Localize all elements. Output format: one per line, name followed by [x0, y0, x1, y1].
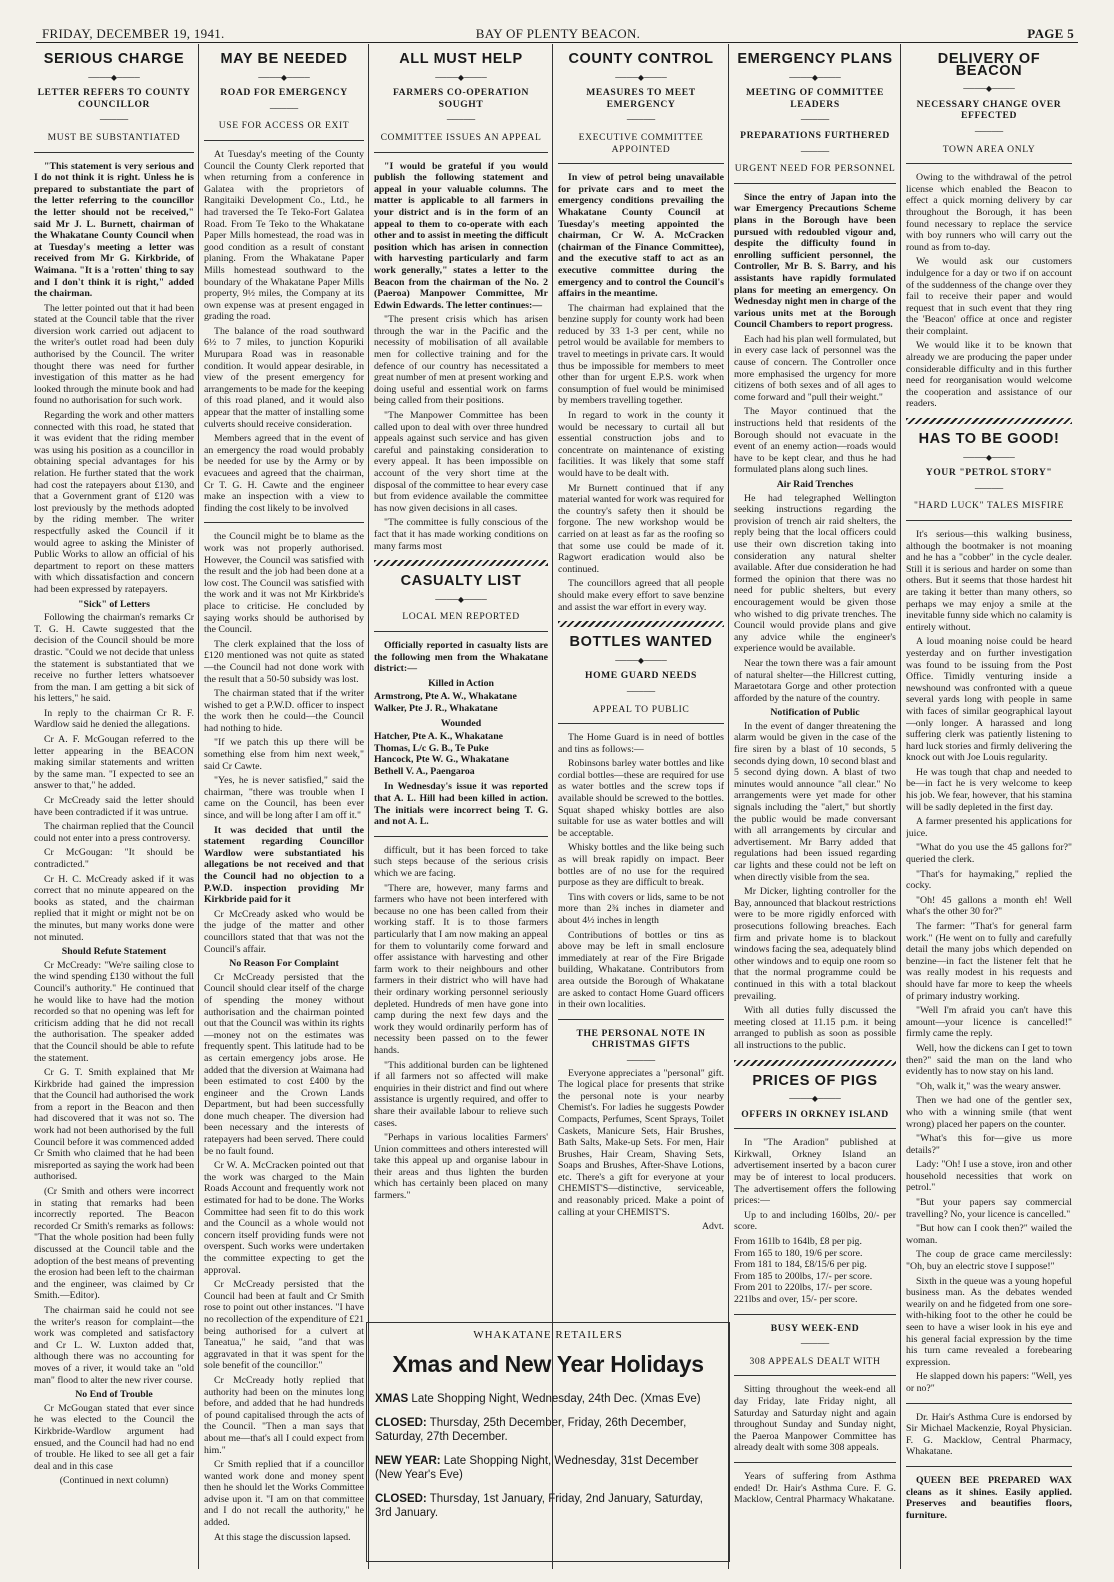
ornament: ───── — [99, 115, 129, 125]
section-heading: No End of Trouble — [75, 1389, 153, 1401]
decision-paragraph: It was decided that until the statement regarding Councillor Wardlow were substantiated his allegations be not received and that the Council had no objection to a P.W.D. inspection providing Mr Kirkbride paid for it — [204, 824, 364, 906]
paragraph: "The present crisis which has arisen through the war in the Pacific and the necessity of mobilisation of all available men for collective training and for the defence of our country has necessitated a great number of men at present working and doing useful and essential work on farms being called from their positions. — [374, 314, 548, 407]
advert-label: XMAS — [375, 1393, 409, 1405]
headline: ALL MUST HELP — [399, 51, 523, 67]
advert-body: Years of suffering from Asthma ended! Dr. Hair's Asthma Cure. F. G. Macklow, Central Pharmacy Whakatane. — [734, 1470, 896, 1506]
subheadline: MEASURES TO MEET EMERGENCY — [586, 87, 696, 110]
paragraph: It's serious—this walking business, although the bootmaker is not moaning and he has a "cobber" in the cycle dealer. Still it is serious and harder on some than others. But it seems that those hardest hit are taking it better than many others, so perhaps we may enjoy a smile at the inevitable funny side which no calamity is entirely without. — [906, 529, 1072, 633]
casualty-entry: Hancock, Pte W. G., Whakatane — [374, 754, 509, 766]
ornament: ────◆──── — [615, 72, 667, 82]
subheadline: BUSY WEEK-END — [770, 1322, 860, 1334]
paragraph: Lady: "Oh! I use a stove, iron and other household necessities that work on petrol." — [906, 1159, 1072, 1194]
subheadline: APPEAL TO PUBLIC — [592, 703, 690, 715]
ornament: ───── — [446, 115, 476, 125]
advert-body: Everyone appreciates a "personal" gift. The logical place for presents that strike the personal note is your nearby Chemist's. For ladies he suggests Powder Compacts, Perfumes, Scent Sprays, Toilet Caskets, Manicure Sets, Hair Brushes, Bath Salts, Make-up Sets. For men, Hair Brushes, Hair Cream, Shaving Sets, Soaps and Brushes, After-Shave Lotions, etc. There's a gift for everyone at your CHEMIST'S—distinctive, serviceable, and reasonably priced. Make a point of calling at your CHEMIST'S. — [558, 1067, 724, 1218]
ornament: ────◆──── — [435, 72, 487, 82]
pigs-headline: PRICES OF PIGS — [752, 1072, 878, 1089]
lead-paragraph: "I would be grateful if you would publish the following statement and appeal in your valuable columns. The matter is applicable to all farmers in your district and is in the form of an appeal to them to co-operate with each other and to assist in meeting the difficult position which has arisen in connection with harvesting particularly and farm work generally," states a letter to the Beacon from the chairman of the No. 2 (Paeroa) Manpower Committee, Mr Edwin Edwards. The letter continues:— — [374, 160, 548, 311]
paragraph: The chairman had explained that the benzine supply for county work had been reduced by 33 1-3 per cent, while no petrol would be available for members to travel to meetings in private cars. It would thus be impossible for members to meet other than for urgent E.P.S. work when consumption of fuel would be minimised by members travelling together. — [558, 302, 724, 407]
paragraph: Mr Dicker, lighting controller for the Bay, announced that blackout restrictions were to be more rigidly enforced with prosecutions following breaches. Each firm and private home is to blackout windows facing the sea, adequately blind other windows and to equip one room so that the normal programme could be continued in this with a total blackout prevailing. — [734, 886, 896, 1002]
price-line: Up to and including 160lbs, 20/- per score. — [734, 1209, 896, 1233]
paragraph: Members agreed that in the event of an emergency the road would probably be needed for use by the Army or by evacuees and agreed that the chairman, Cr T. G. H. Cawte and the engineer make an inspection with a view to finding the cost likely to be involved — [204, 433, 364, 514]
paragraph: Owing to the withdrawal of the petrol license which enabled the Beacon to effect a quick morning delivery by car throughout the Borough, it has been found necessary to replace the service with boy runners who will carry out the round as from to-day. — [906, 172, 1072, 253]
bottles-headline: BOTTLES WANTED — [569, 634, 713, 651]
paragraph: Cr McGougan stated that ever since he was elected to the Council the Kirkbride-Wardlow argument had ensued, and the Council had had no end of trouble. He liked to see all get a fair deal and in this case — [34, 1402, 194, 1472]
section-heading: Should Refute Statement — [61, 946, 167, 958]
paragraph: We would ask our customers indulgence for a day or two if on account of the suddenness of the change over they fail to receive their paper and would request that in such event that they ring the 'Beacon' office at once and register their complaint. — [906, 256, 1072, 337]
section-heading: Air Raid Trenches — [776, 479, 854, 490]
headline: MAY BE NEEDED — [220, 51, 348, 67]
paragraph: Officially reported in casualty lists are the following men from the Whakatane district:— — [374, 639, 548, 675]
paragraph: "Well I'm afraid you can't have this amount—your licence is cancelled!" firmly came the reply. — [906, 1005, 1072, 1040]
paragraph: Cr McCready said the letter should have been contradicted if it was untrue. — [34, 795, 194, 818]
ornament: ───── — [626, 1055, 656, 1065]
price-line: 221lbs and over, 15/- per score. — [734, 1294, 858, 1305]
paragraph: "But how can I cook then?" wailed the woman. — [906, 1223, 1072, 1246]
advert-headline: THE PERSONAL NOTE IN CHRISTMAS GIFTS — [576, 1027, 706, 1051]
divider — [734, 1375, 896, 1376]
paragraph: The letter pointed out that it had been stated at the Council table that the river diversion work carried out adjacent to the writer's outlet road had been duly authorised by the Council. The writer thought there was need for further investigation of this matter as he had looked through the minute book and had found no authorisation for such work. — [34, 302, 194, 407]
paragraph: Cr McCready persisted that the Council should clear itself of the charge of spending the money without authorisation and the chairman pointed out that the Council was within its rights—money not on the estimates was frequently spent. This latitude had to be as certain emergency jobs arose. He added that the diversion at Waimana had been estimated to cost £400 by the engineer and the Crown Lands Department, but had been successfully done much cheaper. The diversion had been necessary and the interests of ratepayers had been served. There could be no fault found. — [204, 971, 364, 1157]
section-heading: Killed in Action — [428, 677, 494, 689]
paragraph: Cr Smith replied that if a councillor wanted work done and money spent then he should let the Works Committee advise upon it. "I am on that committee and I do not recall the authority," he added. — [204, 1459, 364, 1529]
paper-name: BAY OF PLENTY BEACON. — [475, 26, 641, 41]
lead-paragraph: Since the entry of Japan into the war Emergency Precautions Scheme plans in the Borough have been pursued with redoubled vigour and, despite the difficulty found in enrolling sufficient personnel, the Controller, Mr B. S. Barry, and his assistants have rapidly formulated plans for meeting an emergency. On Wednesday night men in charge of the various units met at the Borough Council Chambers to report progress. — [734, 191, 896, 331]
paragraph: With all duties fully discussed the meeting closed at 11.15 p.m. it being arranged to publish as soon as possible all instructions to the public. — [734, 1005, 896, 1051]
paragraph: In Wednesday's issue it was reported that A. L. Hill had been killed in action. The initials were incorrect being T. G. and not A. L. — [374, 781, 548, 828]
ornament: ───── — [269, 103, 299, 113]
subheadline: EXECUTIVE COMMITTEE APPOINTED — [578, 131, 704, 155]
advert-tag: Advt. — [701, 1221, 724, 1233]
advert-line — [375, 1492, 721, 1520]
column-divider — [900, 44, 901, 1569]
ornament: ────◆──── — [789, 72, 841, 82]
divider — [734, 1314, 896, 1315]
decorative-rule — [906, 418, 1072, 424]
lead-paragraph: In view of petrol being unavailable for private cars and to meet the emergency conditions prevailing the Whakatane County Council at Tuesday's meeting appointed the chairman, Cr W. A. McCracken (chairman of the Finance Committee), and the executive staff to act as an executive committee during the emergency and to control the Council's affairs in the meantime. — [558, 172, 724, 300]
subheadline: MUST BE SUBSTANTIATED — [47, 131, 181, 143]
divider — [558, 163, 724, 164]
headline: COUNTY CONTROL — [568, 51, 714, 67]
paragraph: He had telegraphed Wellington seeking instructions regarding the provision of trench air raid shelters, the reply being that the local officers could use their own discretion taking into consideration any natural shelter available. After due consideration he had formed the opinion that there was no need for public shelters, but every encouragement would be given those who wished to dig private trenches. The Council would provide plans and give any advice while the engineer's experience would be available. — [734, 492, 896, 655]
subheadline: 308 APPEALS DEALT WITH — [749, 1355, 881, 1367]
price-line: From 161lb to 164lb, £8 per pig. — [734, 1236, 862, 1248]
page-number: PAGE 5 — [1027, 26, 1074, 41]
ornament: ────◆──── — [963, 452, 1015, 462]
paragraph: "Oh, walk it," was the weary answer. — [916, 1080, 1061, 1092]
divider — [734, 183, 896, 184]
paragraph: In reply to the chairman Cr R. F. Wardlow said he denied the allegations. — [34, 707, 194, 731]
section-heading: "Sick" of Letters — [78, 598, 150, 610]
paragraph: At this stage the discussion lapsed. — [214, 1531, 351, 1543]
subheadline: YOUR "PETROL STORY" — [925, 467, 1053, 479]
paragraph: Cr McCready asked who would be the judge of the matter and other councillors stated that that was not the Council's affair. — [204, 908, 364, 955]
decorative-rule — [734, 1060, 896, 1066]
paragraph: At Tuesday's meeting of the County Council the County Clerk reported that when returning from a conference in Galatea with the proprietors of Rangitaiki Development Co., Ltd., he had traversed the Te Teko-Fort Galatea Road. From Te Teko to the Whakatane Paper Mills homestead, the road was in good condition as a result of constant planing. From the Whakatane Paper Mills homestead southward to the boundary of the Whakatane Paper Mills property, 9½ miles, the Company at its own expense was at present engaged in grading the road. — [204, 148, 364, 323]
advert-label: CLOSED: — [375, 1417, 427, 1429]
article-serious-charge — [34, 44, 194, 1569]
advert-line — [375, 1416, 721, 1444]
casualty-entry: Armstrong, Pte A. W., Whakatane — [374, 691, 517, 703]
masthead — [42, 22, 1074, 42]
paragraph: Cr McCready: "We're sailing close to the wind spending £130 without the full Council's authority." He continued that he would like to have had the motion recorded so that no opening was left for criticism adding that he did not recall the authorisation. The speaker added that the Council should be able to refute the statement. — [34, 959, 194, 1064]
paragraph: The chairman replied that the Council could not enter into a press controversy. — [34, 821, 194, 844]
paragraph: the Council might be to blame as the work was not properly authorised. However, the Council was satisfied with the result and the job had been done at a low cost. The Council was satisfied with the work and it was not Mr Kirkbride's place to criticise. He concluded by saying works should be authorised by the Council. — [204, 531, 364, 636]
paragraph: "This additional burden can be lightened if all farmers not so affected will make enquiries in their district and find out where assistance is urgently required, and offer to share their available labour to relieve such cases. — [374, 1059, 548, 1129]
divider — [906, 163, 1072, 164]
subheadline: "HARD LUCK" TALES MISFIRE — [913, 500, 1065, 512]
paragraph: Cr A. F. McGougan referred to the letter appearing in the BEACON making similar statements and written by the same man. "I expected to see an answer to that," he added. — [34, 734, 194, 792]
headline: SERIOUS CHARGE — [43, 51, 185, 67]
ornament: ────◆──── — [615, 655, 667, 665]
paragraph: Whisky bottles and the like being such as will break rapidly on impact. Beer bottles are of no use for the required purpose as they are difficult to break. — [558, 842, 724, 889]
price-line: From 165 to 180, 19/6 per score. — [734, 1247, 863, 1259]
divider — [204, 140, 364, 141]
advert-label: CLOSED: — [375, 1493, 427, 1505]
paragraph: He was tough that chap and needed to be—in fact he is very welcome to keep his job. We fear, however, that his stamina will be sadly depleted in the first day. — [906, 766, 1072, 813]
ornament: ────◆──── — [789, 1094, 841, 1104]
subheadline: LOCAL MEN REPORTED — [402, 611, 520, 623]
continued-note: (Continued in next column) — [59, 1475, 169, 1487]
paragraph: Cr McCready hotly replied that authority had been on the minutes long before, and added that he had hundreds of pound capitalised through the acts of the Council. "Then a man says that about me—that's all I could expect from him." — [204, 1374, 364, 1456]
subheadline: HOME GUARD NEEDS — [585, 670, 697, 682]
section-heading: Wounded — [440, 717, 482, 729]
ornament: ────◆──── — [258, 72, 310, 82]
paragraph: Following the chairman's remarks Cr T. G. H. Cawte suggested that the decision of the Council should be more drastic. "Could we not decide that unless the statement is substantiated that we receive no further letters whatsoever from the man. I am getting a bit sick of his letters," he said. — [34, 612, 194, 705]
paragraph: The chairman said he could not see the writer's reason for complaint—the work was completed and satisfactory and Cr L. W. Luxton added that, although there was no accounting for moves of a river, it would take an "old man" flood to alter the new river course. — [34, 1304, 194, 1386]
paragraph: In "The Aradion" published at Kirkwall, Orkney Island an advertisement inserted by a bacon curer may be of interest to local producers. The advertisement offers the following prices:— — [734, 1137, 896, 1207]
advert-title: Xmas and New Year Holidays — [392, 1351, 704, 1377]
article-may-be-needed — [204, 44, 364, 1569]
decorative-rule — [374, 560, 548, 566]
casualty-headline: CASUALTY LIST — [400, 573, 522, 590]
advert-label: NEW YEAR: — [375, 1455, 441, 1467]
lead-paragraph: "This statement is very serious and I do not think it is right. Unless he is prepared to substantiate the part of the letter referring to the councillor the letter should not be received," said Mr J. L. Burnett, chairman of the Whakatane County Council when at Tuesday's meeting a letter was received from Mr G. Kirkbride, of Waimana. "It is a 'rotten' thing to say and I don't think it is right," added the chairman. — [34, 160, 194, 300]
paragraph: "Perhaps in various localities Farmers' Union committees and others interested will take this appeal up and organise labour in their areas and thus lighten the burden which has certainly been placed on many farmers." — [374, 1132, 548, 1202]
paragraph: The Mayor continued that the instructions held that residents of the Borough should not evacuate in the event of an enemy action—roads would have to be kept clear, and thus he had formulated plans along such lines. — [734, 406, 896, 476]
paragraph: Robinsons barley water bottles and like cordial bottles—these are required for use as water bottles and the screw tops if available should be screwed to the bottles. Squat shaped whisky bottles are also suitable for use as water bottles and will be acceptable. — [558, 758, 724, 839]
paragraph: "What's this for—give us more details?" — [906, 1133, 1072, 1156]
paragraph: We would like it to be known that already we are producing the paper under considerable difficulty and in this further need for reorganisation would welcome the cooperation and assistance of our readers. — [906, 340, 1072, 410]
paragraph: Sixth in the queue was a young hopeful business man. As the debates wended wearily on and he fidgeted from one sore-with-hiking foot to the other he could be seen to have a wiser look in his eye and his general facial expression by the time his turn came revealed a forebearing expression. — [906, 1275, 1072, 1368]
divider — [34, 152, 194, 153]
issue-date: FRIDAY, DECEMBER 19, 1941. — [42, 26, 225, 41]
article-all-must-help — [374, 44, 548, 1314]
divider — [558, 723, 724, 724]
price-line: From 185 to 200lbs, 17/- per score. — [734, 1270, 873, 1282]
paragraph: The clerk explained that the loss of £120 mentioned was not quite as stated—the Council had not done work with the result that a 50-50 subsidy was lost. — [204, 638, 364, 685]
advert-line — [375, 1454, 721, 1482]
paragraph: Cr W. A. McCracken pointed out that the work was charged to the Main Roads Account and frequently work not estimated for had to be done. The Works Committee had seen fit to do this work and the Council as a whole would not concern itself providing funds were not overspent. Such works were undertaken the committee expecting to get the approval. — [204, 1160, 364, 1276]
paragraph: Sitting throughout the week-end all day Friday, late Friday night, all Saturday and Saturday night and again throughout Sunday and Sunday night, the Paeroa Manpower Committee has already dealt with some 308 appeals. — [734, 1384, 896, 1454]
paragraph: "There are, however, many farms and farmers who have not been interfered with because no one has been called from their working staff. It is to those farmers particularly that I am now making an appeal for them to voluntarily come forward and offer assistance with harvesting and other farm work to their neighbours and other farmers in their district who will have had their ordinary working personnel seriously depleted. Hundreds of men have gone into camp during the next few days and the work they would ordinarily perform has of necessity been passed on to the fewer hands. — [374, 882, 548, 1056]
price-line: From 201 to 220lbs, 17/- per score. — [734, 1282, 873, 1294]
paragraph: A loud moaning noise could be heard yesterday and on further investigation was found to be issuing from the Post Office. Timidly venturing inside a newshound was confronted with a queue several yards long with people in same with faces of similar geographical layout —only longer. A harassed and long suffering clerk was patiently listening to hard luck stories and firmly delivering the knock out with Joe Louis regularity. — [906, 636, 1072, 764]
ornament: ───── — [800, 1339, 830, 1349]
column-divider — [198, 44, 199, 1569]
paragraph: "But your papers say commercial travelling? No, your licence is cancelled." — [906, 1197, 1072, 1220]
paragraph: Cr H. C. McCready asked if it was correct that no minute appeared on the books as stated, and the chairman replied that it might or might not be on the minutes, but many works done were not minuted. — [34, 873, 194, 943]
advert-text: Thursday, 1st January, Friday, 2nd January, Saturday, 3rd January. — [375, 1493, 703, 1519]
ornament: ────◆──── — [435, 594, 487, 604]
paragraph: Cr G. T. Smith explained that Mr Kirkbride had gained the impression that the Council had authorised the work from a report in the Beacon and then had discovered that it was not so. The work had not been authorised by the full Council before it was commenced added Cr Smith who claimed that he had been misreported as saying the work had been authorised. — [34, 1067, 194, 1183]
paragraph: (Cr Smith and others were incorrect in stating that remarks had been incorrectly reported. The Beacon recorded Cr Smith's remarks as follows: "That the whole position had been fully discussed at the Council table and the adoption of the best means of preventing the erosion had been left to the chairman and the engineer, was claimed by Cr Smith.—Editor). — [34, 1186, 194, 1302]
subheadline: ROAD FOR EMERGENCY — [220, 87, 348, 99]
advert-line — [375, 1392, 721, 1406]
advert-text: Late Shopping Night, Wednesday, 24th Dec. (Xmas Eve) — [408, 1393, 701, 1405]
paragraph: "If we patch this up there will be something else from him next week," said Cr Cawte. — [204, 737, 364, 772]
casualty-entry: Hatcher, Pte A. K., Whakatane — [374, 731, 503, 743]
divider — [906, 1466, 1072, 1467]
petrol-headline: HAS TO BE GOOD! — [918, 431, 1060, 448]
subheadline: COMMITTEE ISSUES AN APPEAL — [380, 131, 542, 143]
ornament: ────◆──── — [88, 72, 140, 82]
casualty-entry: Thomas, L/c G. B., Te Puke — [374, 742, 489, 754]
paragraph: The chairman stated that if the writer wished to get a P.W.D. officer to inspect the work then he could—the Council had nothing to hide. — [204, 688, 364, 734]
divider — [374, 631, 548, 632]
casualty-entry: Bethell V. A., Paengaroa — [374, 765, 475, 777]
paragraph: Tins with covers or lids, same to be not more than 2¾ inches in diameter and about 4½ inches in length — [558, 891, 724, 926]
retailers-advert — [366, 1322, 730, 1562]
paragraph: The Home Guard is in need of bottles and tins as follows:— — [558, 732, 724, 755]
masthead-rule — [36, 42, 1078, 43]
paragraph: Near the town there was a fair amount of natural shelter—the Hillcrest cutting, Maraetotara Gorge and other protection afforded by the nature of the country. — [734, 657, 896, 704]
paragraph: "The Manpower Committee has been called upon to deal with over three hundred appeals against such service and has given careful and painstaking consideration to every appeal. It has been impossible on account of the very short time at the disposal of the committee to hear every case but from evidence available the committee has now given decisions in all cases. — [374, 410, 548, 514]
ornament: ───── — [626, 686, 656, 696]
paragraph: Mr Burnett continued that if any material wanted for work was required for the country's safety then it should be forgone. The new workshop would be carried on at least as far as the roofing so that some use could be made of it. Ragwort eradication would also be continued. — [558, 482, 724, 575]
article-delivery-of-beacon — [906, 44, 1072, 1569]
advert-top-line: WHAKATANE RETAILERS — [473, 1329, 623, 1341]
paragraph: The coup de grace came mercilessly: "Oh, buy an electric stove I suppose!" — [906, 1249, 1072, 1273]
ornament: ───── — [974, 126, 1004, 136]
ornament: ───── — [800, 146, 830, 156]
ornament: ───── — [800, 115, 830, 125]
paragraph: Contributions of bottles or tins as above may be left in small enclosure immediately at rear of the Fire Brigade building, Whakatane. Contributors from area outside the Borough of Whakatane are asked to contact Home Guard officers in their own localities. — [558, 929, 724, 1011]
divider — [374, 836, 548, 837]
section-heading: No Reason For Complaint — [229, 958, 339, 970]
paragraph: "Oh! 45 gallons a month eh! Well what's the other 30 for?" — [906, 894, 1072, 918]
paragraph: Cr McGougan: "It should be contradicted." — [34, 847, 194, 870]
advert-body: Dr. Hair's Asthma Cure is endorsed by Sir Michael Mackenzie, Royal Physician. F. G. Macklow, Central Pharmacy, Whakatane. — [906, 1411, 1072, 1458]
paragraph: In regard to work in the county it would be necessary to curtail all but essential construction jobs and to concentrate on maintenance of existing facilities. It was likely that some staff would have to be dealt with. — [558, 410, 724, 479]
divider — [204, 522, 364, 523]
paragraph: In the event of danger threatening the alarm would be given in the case of the fire siren by a blast of 10 seconds, 5 seconds dying down, 10 second blast and 5 second dying down. A blast of two minutes would announce "all clear." No arrangements were yet made for other signals including the "alert," but shortly the public would be made conversant with all arrangements by circular and advertisement. Mr Barry added that regulations had been issued regarding car lights and these could not be left on when directly visible from the sea. — [734, 720, 896, 883]
article-emergency-plans — [734, 44, 896, 1569]
subheadline: USE FOR ACCESS OR EXIT — [218, 120, 350, 132]
headline: DELIVERY OF BEACON — [937, 51, 1041, 79]
ornament: ───── — [974, 483, 1004, 493]
subheadline: FARMERS CO-OPERATION SOUGHT — [392, 87, 530, 110]
paragraph: The councillors agreed that all people should make every effort to save benzine and assist the war effort in every way. — [558, 578, 724, 613]
subheadline: PREPARATIONS FURTHERED — [740, 129, 890, 141]
paragraph: Each had his plan well formulated, but in every case lack of personnel was the cause of concern. The Controller once more emphasised the urgency for more citizens of both sexes and of all ages to come forward and "pull their weight." — [734, 333, 896, 403]
paragraph: "What do you use the 45 gallons for?" queried the clerk. — [906, 842, 1072, 866]
advert-text: Late Shopping Night, Wednesday, 31st December (New Year's Eve) — [375, 1455, 699, 1481]
decorative-rule — [558, 621, 724, 627]
paragraph: Regarding the work and other matters connected with this road, he stated that it was evident that the riding member was using his position as a councillor in obtaining special advantages for his relation. He further stated that the work had cost the ratepayers about £130, and that a Government grant of £120 was lost previously by the methods adopted by the riding member. The writer respectfully asked the Council if it would agree to asking the Minister of Public Works to allow an official of his department to report on these matters with which dissatisfaction and concern had been expressed by ratepayers. — [34, 410, 194, 595]
divider — [906, 1403, 1072, 1404]
subheadline: URGENT NEED FOR PERSONNEL — [734, 163, 896, 175]
article-county-control — [558, 44, 724, 1314]
paragraph: The balance of the road southward 6½ to 7 miles, to junction Kopuriki Murupara Road was in reasonable condition. It would appear desirable, in view of the present emergency for arrangements to be made for the keeping of this road planed, and it would also appear that the matter of installing some culverts should receive consideration. — [204, 325, 364, 430]
divider — [558, 1019, 724, 1020]
subheadline: MEETING OF COMMITTEE LEADERS — [746, 87, 884, 110]
paragraph: "That's for haymaking," replied the cocky. — [906, 868, 1072, 892]
paragraph: The farmer: "That's for general farm work." (He went on to fully and carefully detail the many jobs which depended on benzine—in fact the listener felt that he was really modest in his requests and should have far more to keep the wheels of primary industry working. — [906, 921, 1072, 1002]
divider — [374, 152, 548, 153]
price-line: From 181 to 184, £8/15/6 per pig. — [734, 1259, 867, 1271]
paragraph: difficult, but it has been forced to take such steps because of the serious crisis which we are facing. — [374, 844, 548, 880]
subheadline: LETTER REFERS TO COUNTY COUNCILLOR — [37, 87, 191, 110]
paragraph: Cr McCready persisted that the Council had been at fault and Cr Smith rose to point out other instances. "I have no recollection of the expenditure of £21 being authorised for a culvert at Taneatua," he said, "and that was aggravated in that it was spent for the sole benefit of the councillor." — [204, 1279, 364, 1372]
paragraph: "The committee is fully conscious of the fact that it has made working conditions on many farms most — [374, 517, 548, 552]
paragraph: "Yes, he is never satisfied," said the chairman, "there was trouble when I came on the Council, has been ever since, and will be long after I am off it." — [204, 775, 364, 822]
casualty-entry: Walker, Pte J. R., Whakatane — [374, 702, 498, 714]
subheadline: NECESSARY CHANGE OVER EFFECTED — [916, 98, 1062, 122]
subheadline: TOWN AREA ONLY — [942, 143, 1036, 155]
advert-body: QUEEN BEE PREPARED WAX cleans as it shines. Easily applied. Preserves and beautifies floors, furniture. — [906, 1474, 1072, 1521]
paragraph: Then we had one of the gentler sex, who with a winning smile (that went wrong) placed her papers on the counter. — [906, 1095, 1072, 1130]
paragraph: He slapped down his papers: "Well, yes or no?" — [906, 1371, 1072, 1394]
divider — [734, 1128, 896, 1129]
ornament: ───── — [626, 115, 656, 125]
divider — [734, 1462, 896, 1463]
subheadline: OFFERS IN ORKNEY ISLAND — [741, 1108, 889, 1120]
paragraph: Well, how the dickens can I get to town then?" said the man on the land who evidently has to now stay on his land. — [906, 1042, 1072, 1078]
advert-text: Thursday, 25th December, Friday, 26th December, Saturday, 27th December. — [375, 1417, 687, 1443]
section-heading: Notification of Public — [770, 707, 860, 719]
divider — [906, 520, 1072, 521]
headline: EMERGENCY PLANS — [737, 51, 893, 67]
ornament: ────◆──── — [963, 84, 1015, 94]
paragraph: A farmer presented his applications for juice. — [906, 816, 1072, 839]
